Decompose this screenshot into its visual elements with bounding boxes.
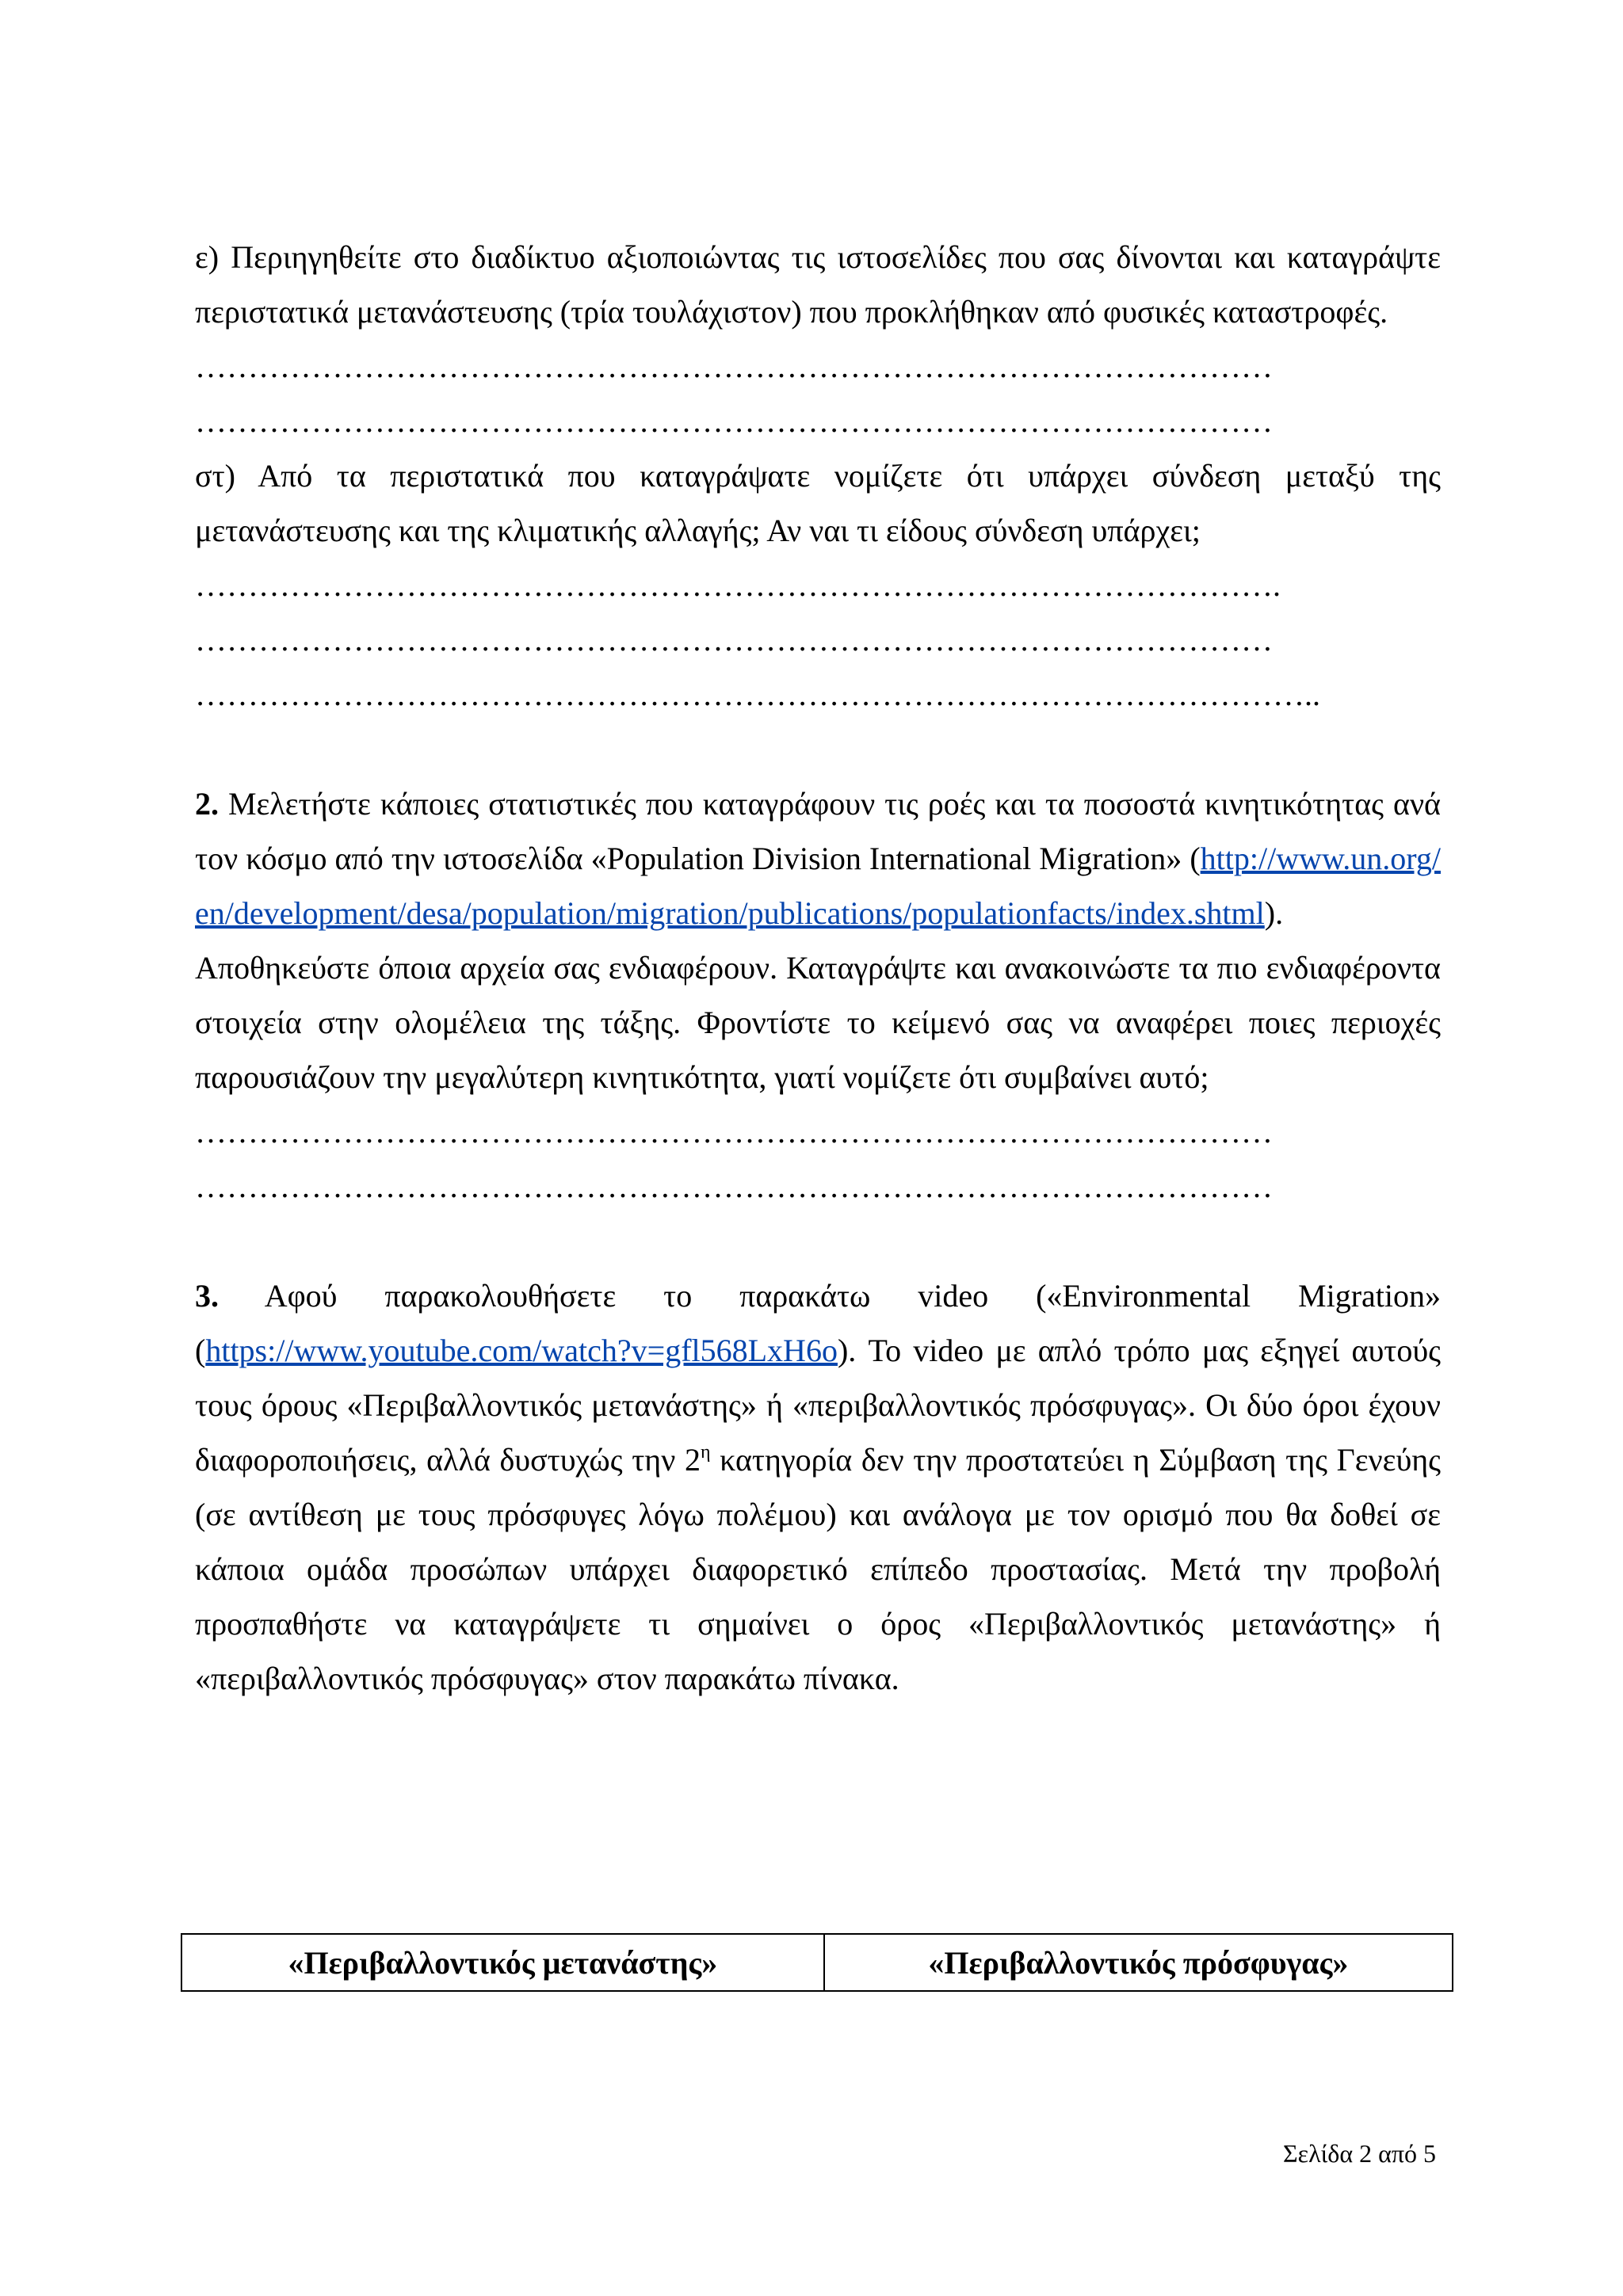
section-e-paragraph: ε) Περιηγηθείτε στο διαδίκτυο αξιοποιώντας τις ιστοσελίδες που σας δίνονται και καταγράψτε περιστατικά μετανάστευσης (τρία τουλάχιστον) που προκλήθηκαν από φυσικές καταστροφές.: [195, 239, 1441, 330]
table-header-row: [181, 1934, 1453, 1991]
document-body: [195, 230, 1441, 1706]
section-2-number: 2.: [195, 786, 219, 822]
section-2-text-before: Μελετήστε κάποιες στατιστικές που καταγράφουν τις ροές και τα ποσοστά κινητικότητας ανά τον κόσμο από την ιστοσελίδα «Population Division International Migration» (: [195, 786, 1441, 876]
youtube-video-link[interactable]: https://www.youtube.com/watch?v=gfl568LxH6o: [205, 1333, 838, 1368]
section-st-paragraph: στ) Από τα περιστατικά που καταγράψατε νομίζετε ότι υπάρχει σύνδεση μεταξύ της μετανάστευσης και της κλιματικής αλλαγής; Αν ναι τι είδους σύνδεση υπάρχει;: [195, 458, 1441, 548]
spacer: [195, 1214, 1441, 1268]
definitions-table: [181, 1933, 1453, 1992]
un-population-link[interactable]: http://www.un.org/en/development/desa/population/migration/publications/populationfacts/index.shtml: [195, 841, 1441, 931]
answer-line: …………………………………………………………………………………………: [195, 1114, 1273, 1150]
superscript-eta: η: [700, 1442, 711, 1463]
section-3-text-mid: ). Το video με απλό τρόπο μας εξηγεί αυτούς τους όρους «Περιβαλλοντικός μετανάστης» ή «περιβαλλοντικός πρόσφυγας». Οι δύο όροι έχουν διαφοροποιήσεις, αλλά δυστυχώς την 2: [195, 1333, 1441, 1478]
section-3-text-after: κατηγορία δεν την προστατεύει η Σύμβαση της Γενεύης (σε αντίθεση με τους πρόσφυγες λόγω πολέμου) και ανάλογα με τον ορισμό που θα δοθεί σε κάποια ομάδα προσώπων υπάρχει διαφορετικό επίπεδο προστασίας. Μετά την προβολή προσπαθήστε να καταγράψετε τι σημαίνει ο όρος «Περιβαλλοντικός μετανάστης» ή «περιβαλλοντικός πρόσφυγας» στον παρακάτω πίνακα.: [195, 1442, 1442, 1696]
answer-line: …………………………………………………………………………………………: [195, 622, 1273, 658]
answer-line: ………………………………………………………………………………………….: [195, 567, 1281, 603]
answer-line: ……………………………………………………………………………………………..: [195, 677, 1320, 712]
spacer: [195, 722, 1441, 776]
section-2-paragraph: [195, 776, 1441, 1104]
answer-line: …………………………………………………………………………………………: [195, 403, 1273, 439]
answer-line: …………………………………………………………………………………………: [195, 1169, 1273, 1204]
answer-line: …………………………………………………………………………………………: [195, 349, 1273, 384]
page-number: Σελίδα 2 από 5: [1283, 2139, 1436, 2168]
section-3-text-before: Αφού παρακολουθήσετε το παρακάτω video («Environmental Migration» (: [195, 1278, 1441, 1368]
table-header-migrant: «Περιβαλλοντικός μετανάστης»: [181, 1934, 824, 1991]
section-3-number: 3.: [195, 1278, 219, 1314]
section-2-text-after: ). Αποθηκεύστε όποια αρχεία σας ενδιαφέρουν. Καταγράψτε και ανακοινώστε τα πιο ενδιαφέροντα στοιχεία στην ολομέλεια της τάξης. Φροντίστε το κείμενό σας να αναφέρει ποιες περιοχές παρουσιάζουν την μεγαλύτερη κινητικότητα, γιατί νομίζετε ότι συμβαίνει αυτό;: [195, 895, 1441, 1095]
section-3-paragraph: [195, 1268, 1441, 1706]
table-header-refugee: «Περιβαλλοντικός πρόσφυγας»: [824, 1934, 1453, 1991]
